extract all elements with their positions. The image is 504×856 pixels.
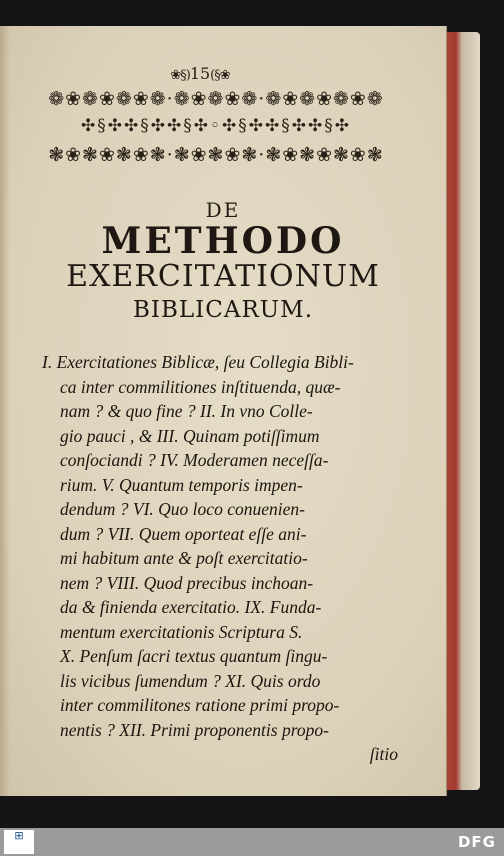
library-logo-icon: ⊞ <box>14 829 24 842</box>
body-line: conſociandi ? IV. Moderamen neceſſa- <box>60 450 329 470</box>
body-line: I. Exercitationes Biblicæ, ſeu Collegia Bibli- <box>42 352 354 372</box>
body-line: nam ? & quo fine ? II. In vno Colle- <box>60 401 313 421</box>
title-de: DE <box>205 198 241 222</box>
library-logo[interactable] <box>4 830 34 854</box>
gutter-shadow <box>0 26 10 796</box>
body-text <box>42 350 402 767</box>
title-sub: EXERCITATIONUM <box>66 259 380 294</box>
catchword: ſitio <box>369 744 398 764</box>
body-line: dum ? VII. Quem oporteat eſſe ani- <box>60 523 307 544</box>
body-line: dendum ? VI. Quo loco conuenien- <box>60 499 305 519</box>
page-number: 15 <box>189 64 211 83</box>
body-line: mentum exercitationis Scriptura S. <box>60 621 303 642</box>
ornament-band-middle: ✣§✣✣§✣✣§✣◦✣§✣✣§✣✣§✣ <box>81 116 351 136</box>
dfg-logo[interactable]: DFG <box>457 833 496 851</box>
page <box>0 26 447 796</box>
body-line: inter commilitones ratione primi propo- <box>60 695 340 715</box>
body-line: ca inter commilitiones inſtituenda, quæ- <box>60 376 341 397</box>
body-line: mi habitum ante & poſt exercitatio- <box>60 548 308 568</box>
header-ornament-left: ❀§) <box>170 68 190 83</box>
body-line: rium. V. Quantum temporis impen- <box>60 474 303 495</box>
book <box>0 26 484 796</box>
body-line: lis vicibus ſumendum ? XI. Quis ordo <box>60 670 321 691</box>
title-sub2: BIBLICARUM. <box>132 297 314 323</box>
ornament-band-bottom: ❃❀❃❀❃❀❃·❃❀❃❀❃·❃❀❃❀❃❀❃ <box>48 144 384 166</box>
header-ornament-right: (§❀ <box>210 68 230 83</box>
body-line: gio pauci , & III. Quinam potiſſimum <box>60 425 320 446</box>
title-main: METHODO <box>101 220 345 262</box>
body-line: nentis ? XII. Primi proponentis propo- <box>60 719 329 740</box>
viewer-footer <box>0 828 504 856</box>
body-line: nem ? VIII. Quod precibus inchoan- <box>60 572 314 593</box>
body-line: da & finienda exercitatio. IX. Funda- <box>60 597 322 617</box>
ornament-band-top: ❁❀❁❀❁❀❁·❁❀❁❀❁·❁❀❁❀❁❀❁ <box>48 88 384 110</box>
body-line: X. Penſum ſacri textus quantum ſingu- <box>60 646 328 666</box>
page-header <box>150 64 250 83</box>
